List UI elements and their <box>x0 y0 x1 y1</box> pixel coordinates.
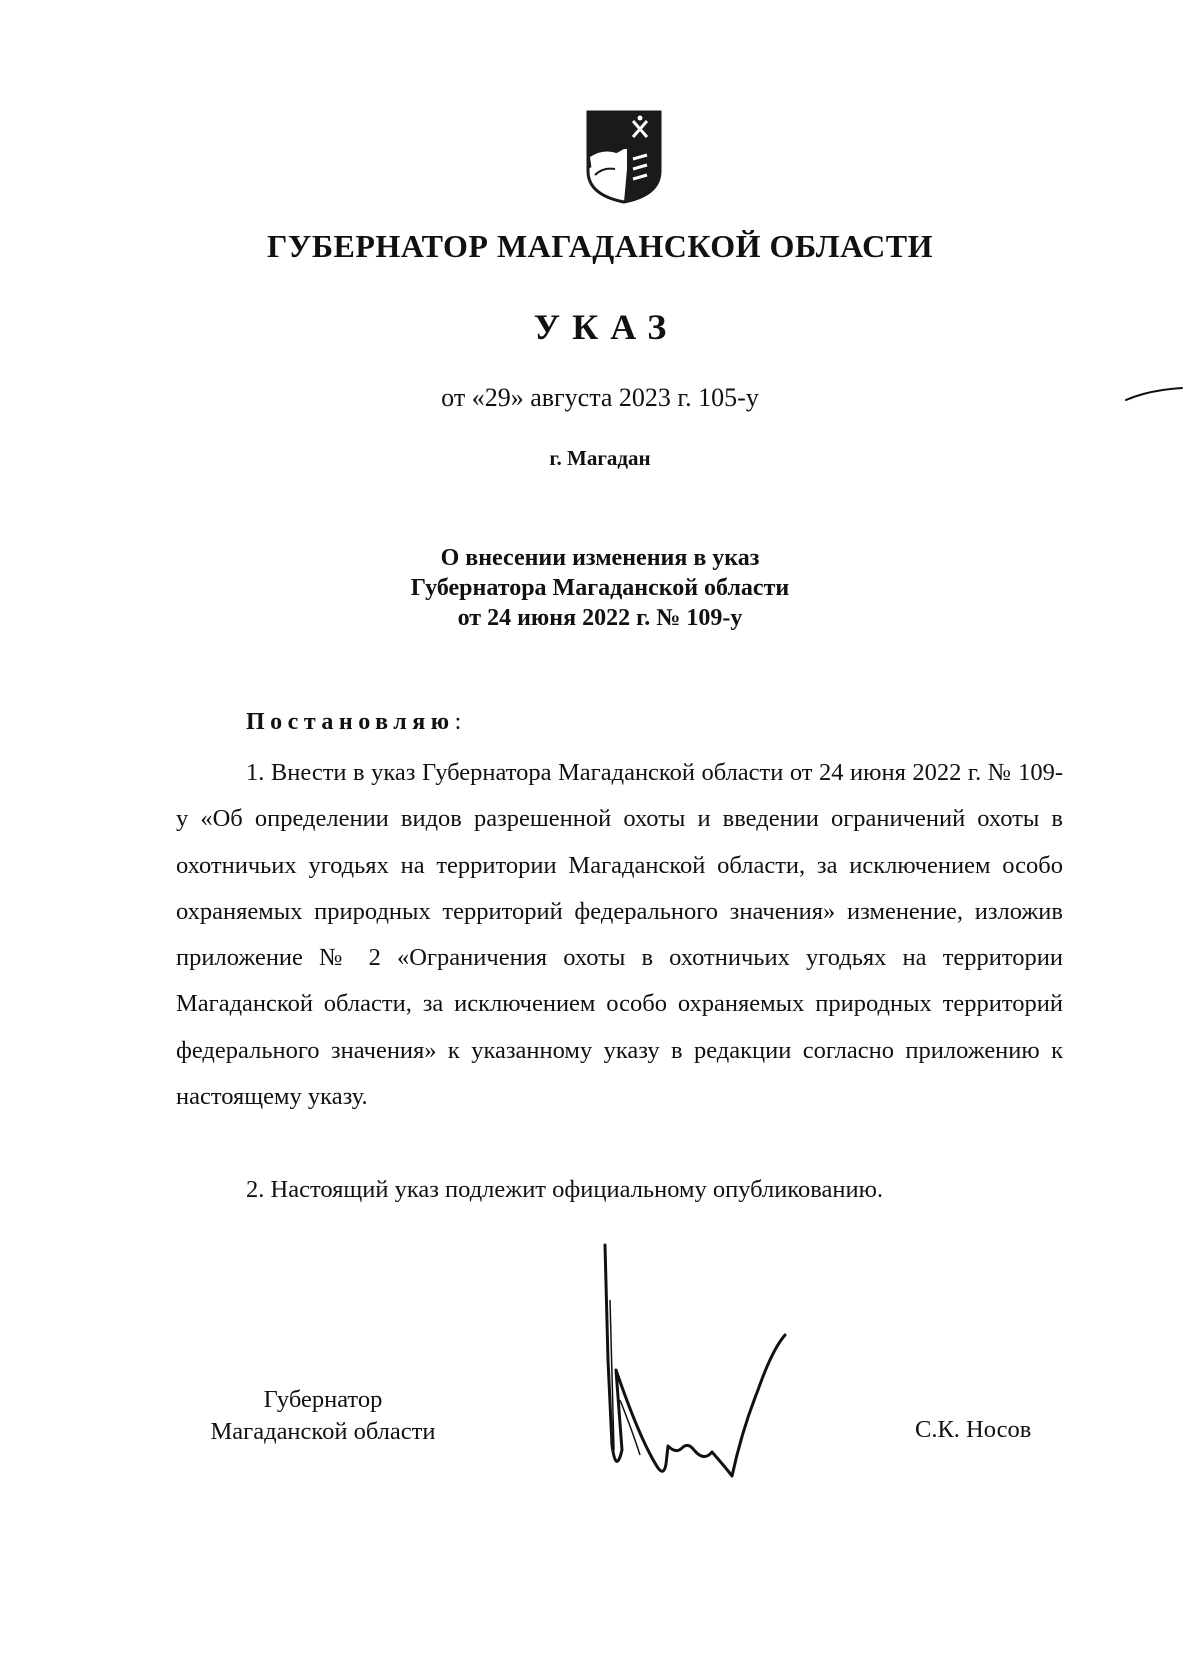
document-title <box>0 543 1200 633</box>
pen-stroke-mark <box>1124 384 1184 404</box>
resolve-word: Постановляю <box>246 709 455 735</box>
issuing-authority: ГУБЕРНАТОР МАГАДАНСКОЙ ОБЛАСТИ <box>267 228 933 264</box>
handwritten-signature <box>580 1240 810 1480</box>
signatory-position-line-2: Магаданской области <box>210 1418 436 1445</box>
title-line-2: Губернатора Магаданской области <box>410 575 790 601</box>
signatory-name: С.К. Носов <box>915 1416 1032 1443</box>
signatory-position <box>178 1384 468 1448</box>
document-date-number: от «29» августа 2023 г. 105-у <box>441 383 759 412</box>
resolve-heading <box>246 709 461 736</box>
title-line-1: О внесении изменения в указ <box>440 545 760 571</box>
paragraph-2: 2. Настоящий указ подлежит официальному опубликованию. <box>246 1176 884 1203</box>
paragraph-1: 1. Внести в указ Губернатора Магаданской области от 24 июня 2022 г. № 109-у «Об определении видов разрешенной охоты и введении ограничений охоты в охотничьих угодьях на территории Магаданской области, за исключением особо охраняемых природных территорий федерального значения» изменение, изложив приложение № 2 «Ограничения охоты в охотничьих угодьях на территории Магаданской области, за исключением особо охраняемых природных территорий федерального значения» к указанному указу в редакции согласно приложению к настоящему указу. <box>176 759 1063 1111</box>
document-type: УКАЗ <box>533 307 679 347</box>
title-line-3: от 24 июня 2022 г. № 109-у <box>457 605 743 631</box>
magadan-coat-of-arms-icon <box>585 109 663 205</box>
issue-place: г. Магадан <box>549 446 651 470</box>
resolve-colon: : <box>454 709 462 735</box>
signatory-position-line-1: Губернатор <box>263 1386 383 1413</box>
